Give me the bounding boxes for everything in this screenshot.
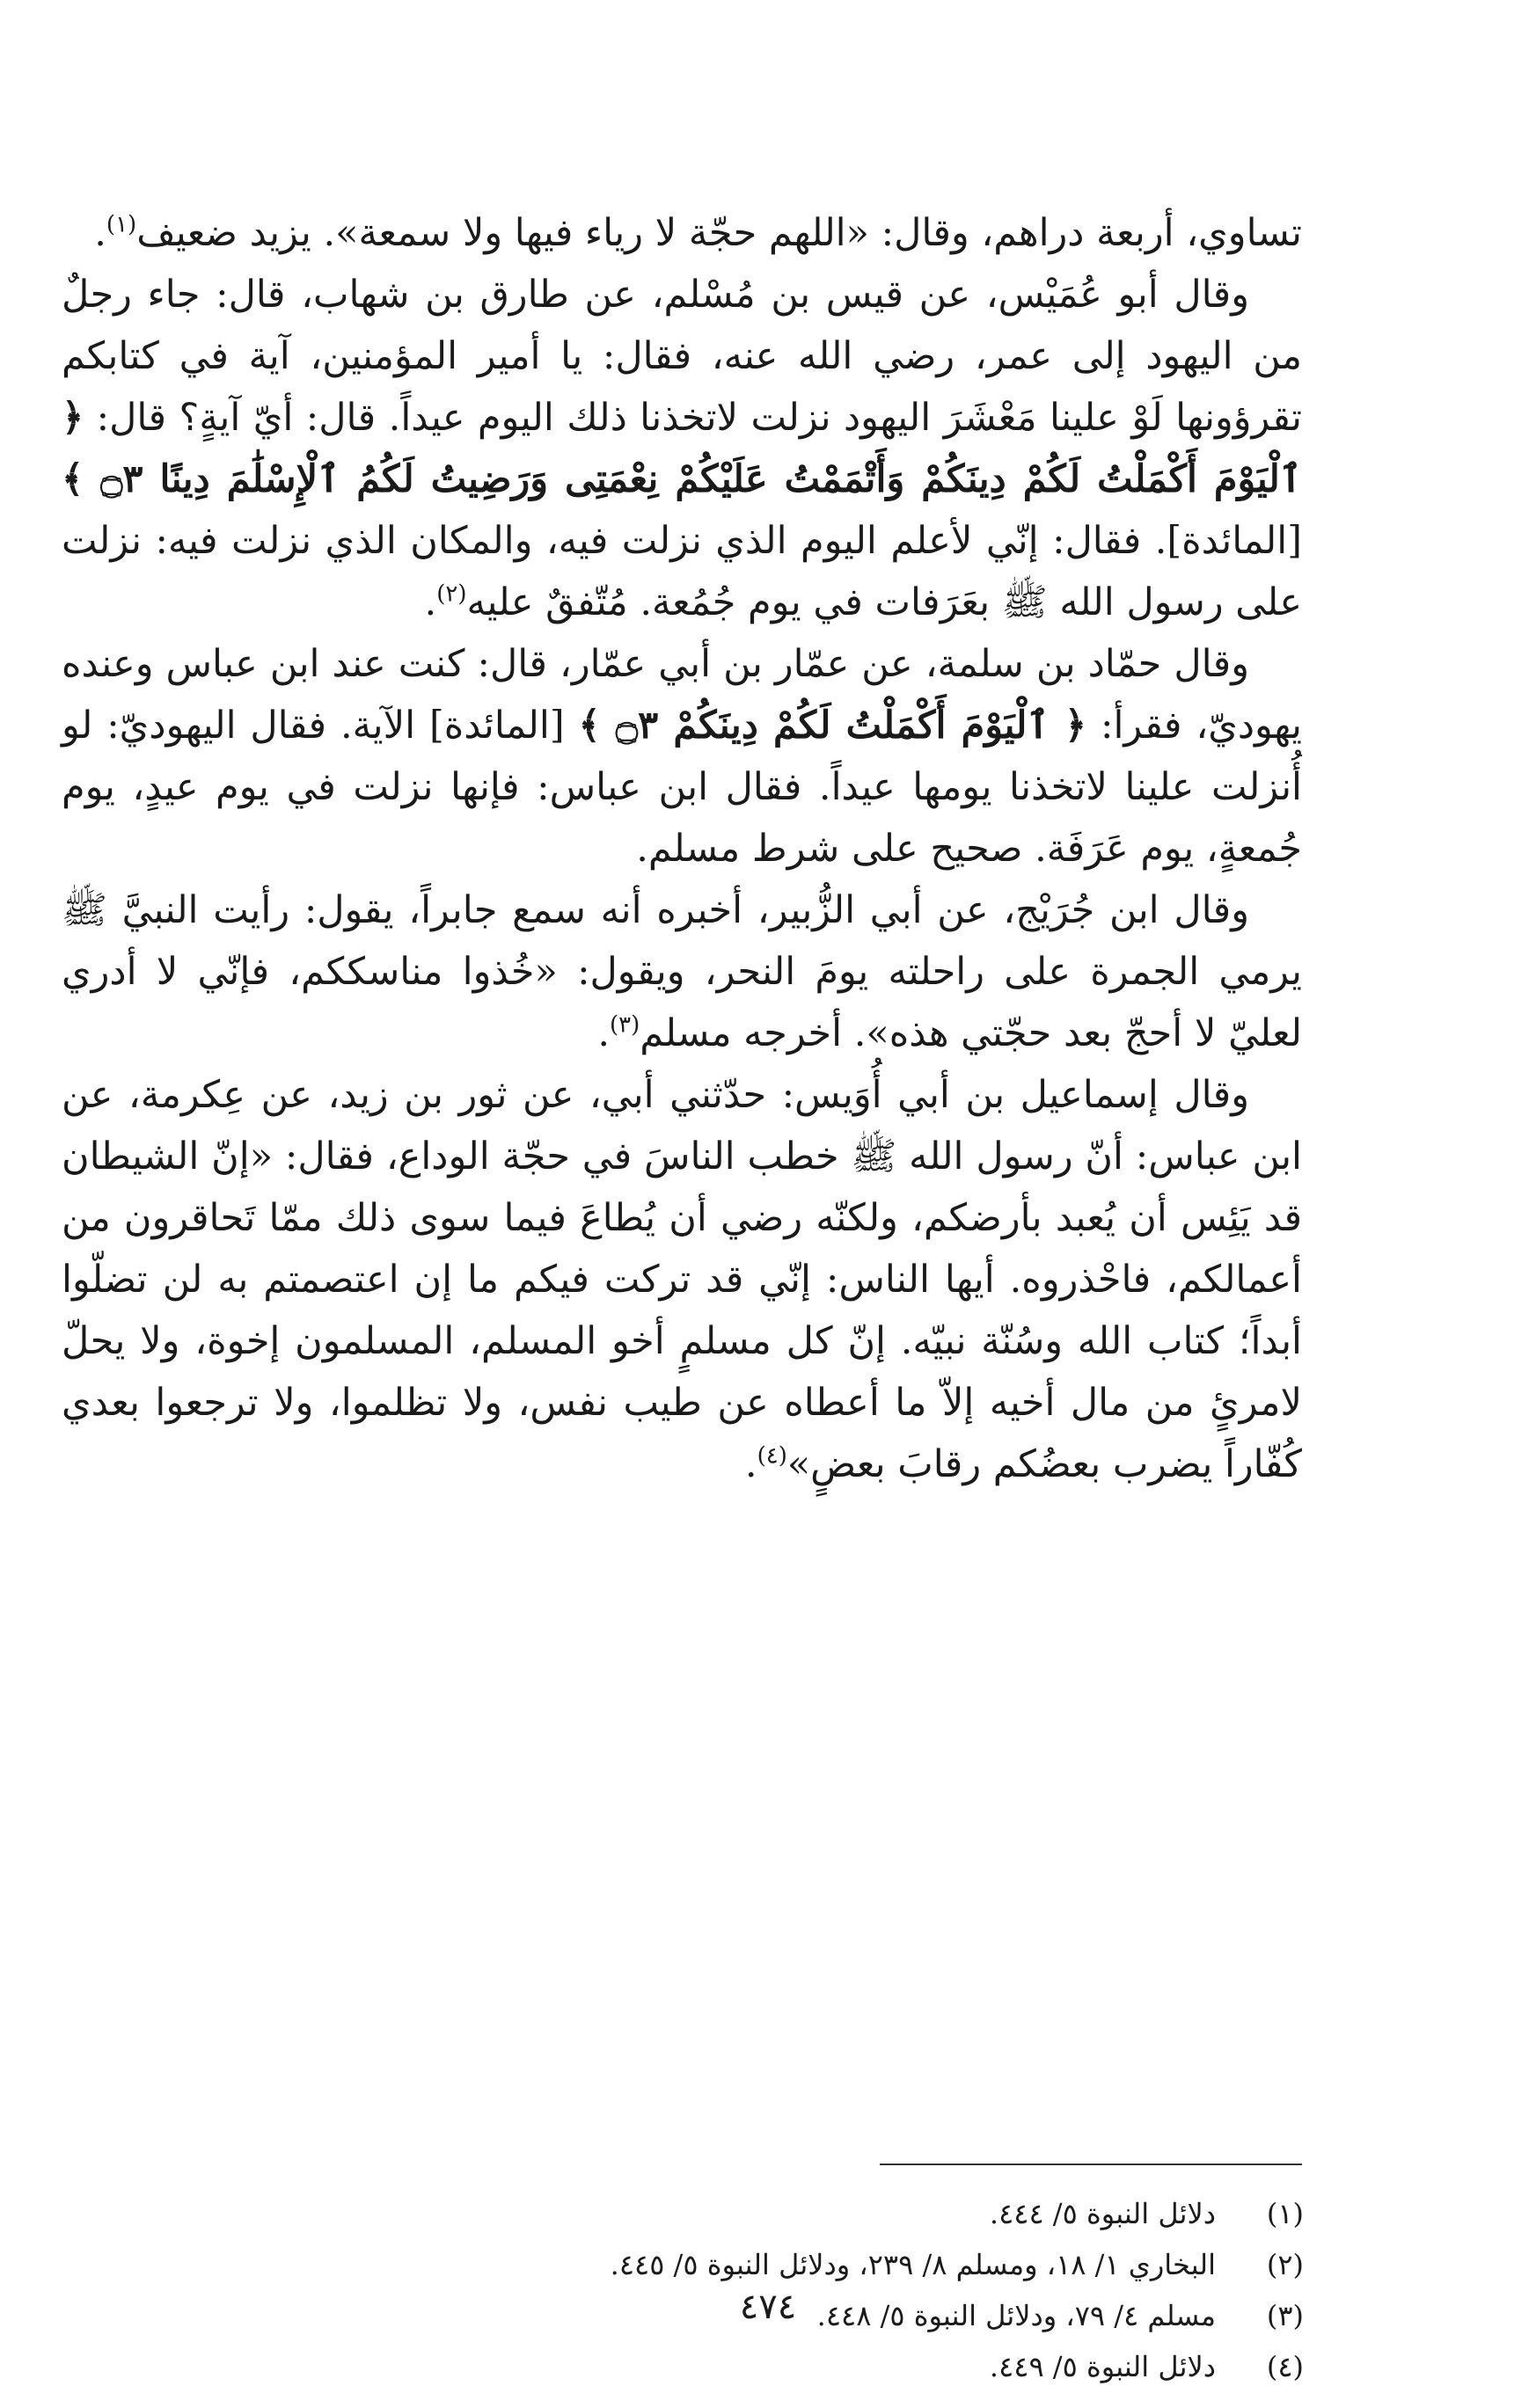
footnote-number: (١) (1266, 2197, 1304, 2230)
footnote-ref-1: (١) (106, 211, 137, 238)
quran-verse-2: ﴿ ٱلْيَوْمَ أَكْمَلْتُ لَكُمْ دِينَكُمْ ۝٣ ﴾ (578, 704, 1087, 748)
footnote-ref-3: (٣) (609, 1011, 640, 1039)
main-text (62, 202, 1302, 1495)
paragraph-5-end: . (744, 1442, 757, 1486)
paragraph-5 (62, 1064, 1302, 1495)
footnote-text: دلائل النبوة ٥/ ٤٤٤. (989, 2197, 1216, 2230)
footnote-number: (٤) (1266, 2350, 1304, 2383)
paragraph-2-text-a: وقال أبو عُمَيْس، عن قيس بن مُسْلم، عن طارق بن شهاب، قال: جاء رجلٌ من اليهود إلى عمر، رضي الله عنه، فقال: يا أمير المؤمنين، آية في كتابكم تقرؤونها لَوْ علينا مَعْشَرَ اليهود نزلت لاتخذنا ذلك اليوم عيداً. قال: أيّ آيةٍ؟ قال: (62, 273, 1302, 440)
footnote-divider (880, 2164, 1302, 2165)
paragraph-4 (62, 879, 1302, 1064)
paragraph-1-end: . (94, 211, 106, 255)
paragraph-1-text: تساوي، أربعة دراهم، وقال: «اللهم حجّة لا رياء فيها ولا سمعة». يزيد ضعيف (136, 211, 1302, 255)
footnote-text: مسلم ٤/ ٧٩، ودلائل النبوة ٥/ ٤٤٨. (816, 2299, 1216, 2332)
footnote-item (176, 2341, 1304, 2392)
footnote-number: (٢) (1266, 2248, 1304, 2281)
footnote-item (176, 2188, 1304, 2239)
footnote-number: (٣) (1266, 2299, 1304, 2332)
paragraph-3-text-a: وقال حمّاد بن سلمة، عن عمّار بن أبي عمّار، قال: كنت عند ابن عباس وعنده يهوديّ، فقرأ: (62, 642, 1303, 748)
footnote-ref-4: (٤) (757, 1442, 787, 1470)
paragraph-2-text-b: [المائدة]. فقال: إنّي لأعلم اليوم الذي نزلت فيه، والمكان الذي نزلت فيه: نزلت على رسول الله ﷺ بعَرَفات في يوم جُمُعة. مُتّفقٌ عليه (62, 519, 1302, 624)
paragraph-5-text: وقال إسماعيل بن أبي أُوَيس: حدّثني أبي، عن ثور بن زيد، عن عِكرمة، عن ابن عباس: أنّ رسول الله ﷺ خطب الناسَ في حجّة الوداع، فقال: «إنّ الشيطان قد يَئِس أن يُعبد بأرضكم، ولكنّه رضي أن يُطاعَ فيما سوى ذلك ممّا تَحاقرون من أعمالكم، فاحْذروه. أيها الناس: إنّي قد تركت فيكم ما إن اعتصمتم به لن تضلّوا أبداً؛ كتاب الله وسُنّة نبيّه. إنّ كل مسلمٍ أخو المسلم، المسلمون إخوة، ولا يحلّ لامرئٍ من مال أخيه إلاّ ما أعطاه عن طيب نفس، ولا تظلموا، ولا ترجعوا بعدي كُفّاراً يضرب بعضُكم رقابَ بعضٍ» (62, 1073, 1302, 1486)
footnote-text: دلائل النبوة ٥/ ٤٤٩. (989, 2350, 1216, 2383)
paragraph-3 (62, 633, 1302, 879)
paragraph-1 (62, 202, 1302, 264)
paragraph-4-end: . (597, 1011, 610, 1055)
paragraph-3-text-b: [المائدة] الآية. فقال اليهوديّ: لو أُنزلت علينا لاتخذنا يومها عيداً. فقال ابن عباس: فإنها نزلت في يوم عيدٍ، يوم جُمعةٍ، يوم عَرَفَة. صحيح على شرط مسلم. (62, 704, 1302, 871)
page-number: ٤٧٤ (739, 2287, 797, 2327)
paragraph-2-end: . (424, 580, 437, 624)
paragraph-4-text: وقال ابن جُرَيْج، عن أبي الزُّبير، أخبره أنه سمع جابراً، يقول: رأيت النبيَّ ﷺ يرمي الجمرة على راحلته يومَ النحر، ويقول: «خُذوا مناسككم، فإنّي لا أدري لعليّ لا أحجّ بعد حجّتي هذه». أخرجه مسلم (62, 888, 1302, 1055)
quran-verse-1: ﴿ ٱلْيَوْمَ أَكْمَلْتُ لَكُمْ دِينَكُمْ وَأَتْمَمْتُ عَلَيْكُمْ نِعْمَتِى وَرَضِيتُ لَكُمُ ٱلْإِسْلَٰمَ دِينًا ۝٣ ﴾ (62, 396, 1302, 501)
footnote-text: البخاري ١/ ١٨، ومسلم ٨/ ٢٣٩، ودلائل النبوة ٥/ ٤٤٥. (610, 2248, 1216, 2281)
footnote-ref-2: (٢) (436, 580, 467, 608)
paragraph-2 (62, 264, 1302, 633)
footnote-item (176, 2239, 1304, 2290)
